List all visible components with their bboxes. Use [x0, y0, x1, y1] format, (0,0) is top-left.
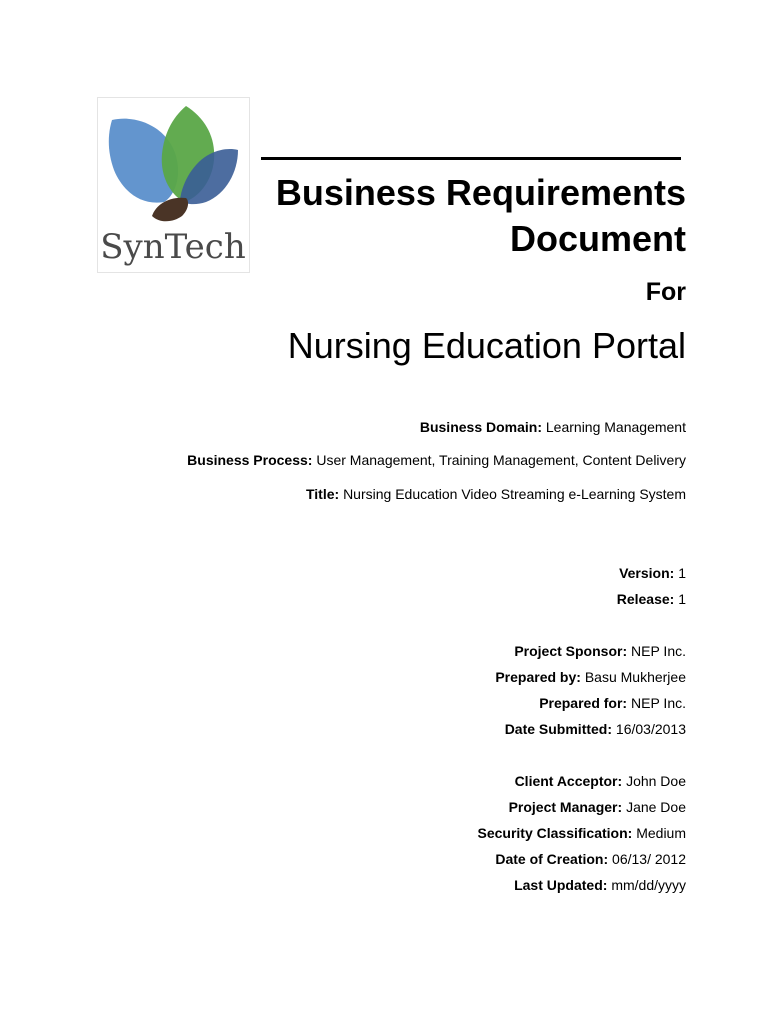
meta-value: Learning Management — [545, 419, 686, 435]
meta-label: Date Submitted: — [504, 721, 613, 737]
meta-label: Release: — [616, 591, 675, 607]
meta-value: 1 — [678, 591, 686, 607]
title-line — [306, 485, 686, 503]
meta-value: Nursing Education Video Streaming e-Learning System — [343, 486, 686, 502]
meta-label: Last Updated: — [514, 877, 608, 893]
meta-label: Prepared by: — [495, 669, 581, 685]
meta-label: Title: — [305, 486, 340, 502]
version-line — [619, 564, 686, 582]
date-submitted-line — [505, 720, 686, 738]
for-label: For — [645, 278, 686, 306]
business-domain-line — [420, 418, 686, 436]
meta-label: Project Sponsor: — [514, 643, 628, 659]
security-classification-line — [477, 824, 686, 842]
project-name: Nursing Education Portal — [287, 325, 686, 366]
meta-value: User Management, Training Management, Content Delivery — [316, 452, 686, 468]
title-line-2: Document — [509, 218, 686, 259]
meta-value: mm/dd/yyyy — [611, 877, 686, 893]
meta-value: 1 — [678, 565, 686, 581]
meta-value: 16/03/2013 — [615, 721, 686, 737]
prepared-for-line — [539, 694, 686, 712]
title-underline-rule — [261, 157, 681, 160]
meta-label: Business Domain: — [419, 419, 542, 435]
project-manager-line — [509, 798, 686, 816]
prepared-by-line — [495, 668, 686, 686]
last-updated-line — [514, 876, 686, 894]
meta-label: Version: — [619, 565, 675, 581]
meta-label: Project Manager: — [508, 799, 623, 815]
client-acceptor-line — [515, 772, 686, 790]
meta-label: Date of Creation: — [495, 851, 609, 867]
release-line — [617, 590, 686, 608]
meta-value: Jane Doe — [626, 799, 686, 815]
meta-value: Medium — [636, 825, 686, 841]
meta-value: 06/13/ 2012 — [612, 851, 686, 867]
business-process-line — [187, 451, 686, 469]
meta-value: NEP Inc. — [631, 695, 686, 711]
document-title — [226, 170, 686, 262]
meta-label: Business Process: — [187, 452, 313, 468]
meta-label: Client Acceptor: — [514, 773, 623, 789]
meta-label: Prepared for: — [539, 695, 628, 711]
date-of-creation-line — [495, 850, 686, 868]
meta-value: John Doe — [626, 773, 686, 789]
project-sponsor-line — [514, 642, 686, 660]
logo-wordmark: SynTech — [100, 227, 246, 267]
meta-label: Security Classification: — [477, 825, 633, 841]
meta-value: Basu Mukherjee — [584, 669, 686, 685]
meta-value: NEP Inc. — [631, 643, 686, 659]
title-line-1: Business Requirements — [275, 172, 686, 213]
